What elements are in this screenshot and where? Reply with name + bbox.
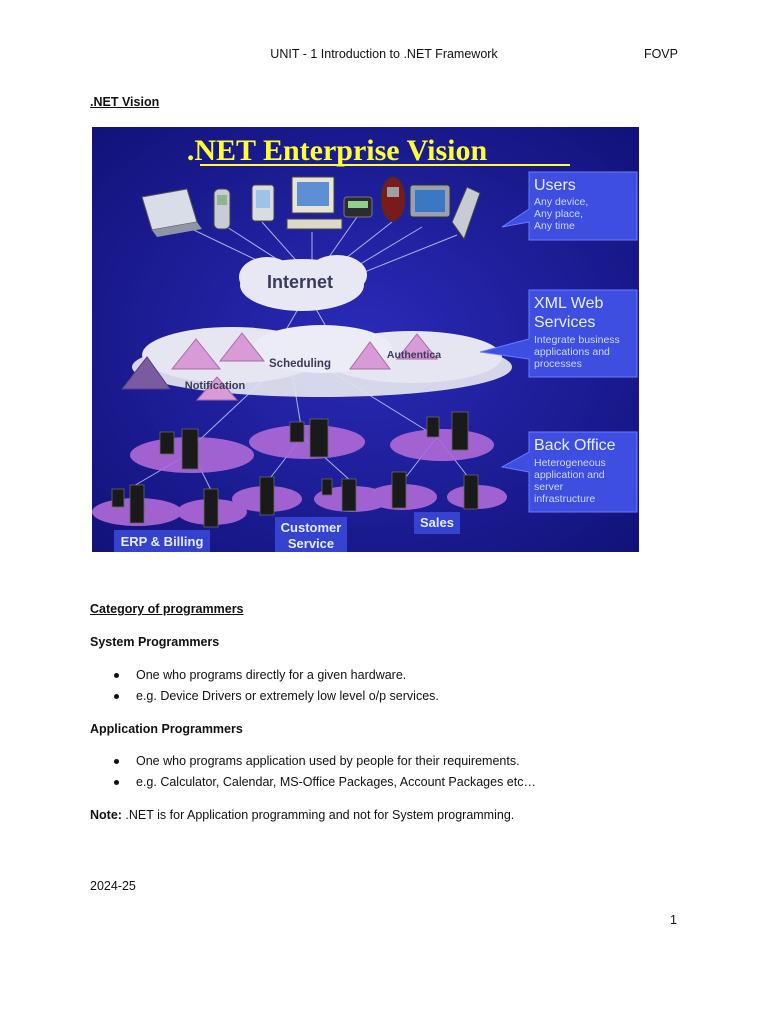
subheading-system-programmers: System Programmers — [90, 635, 220, 649]
list-item: e.g. Device Drivers or extremely low level o/p services. — [90, 689, 439, 710]
vision-diagram — [92, 127, 639, 552]
system-programmers-list — [90, 668, 439, 710]
list-item: One who programs directly for a given hardware. — [90, 668, 439, 689]
callout-users-line: Any time — [534, 220, 575, 232]
footer-year: 2024-25 — [90, 879, 136, 893]
pda-icon — [252, 185, 274, 221]
group-label-customer: Customer — [280, 520, 342, 535]
callout-users-line: Any place, — [534, 208, 584, 220]
note-text: .NET is for Application programming and not for System programming. — [121, 808, 515, 822]
service-label-scheduling: Scheduling — [269, 358, 331, 370]
group-label-sales: Sales — [420, 515, 454, 530]
callout-back-office-line: infrastructure — [534, 493, 596, 505]
section-heading-vision: .NET Vision — [90, 95, 160, 109]
callout-xml-title: XML Web — [534, 295, 604, 312]
net-enterprise-vision-figure — [92, 127, 639, 552]
tablet-icon — [410, 185, 450, 217]
callout-back-office-line: server — [534, 481, 564, 493]
note-label: Note: — [90, 808, 122, 822]
list-item: e.g. Calculator, Calendar, MS-Office Packages, Account Packages etc… — [90, 775, 536, 796]
callout-users-title: Users — [534, 177, 576, 194]
group-label-service: Service — [287, 536, 335, 551]
callout-xml-title-line2: Services — [534, 314, 596, 331]
service-label-authentication: Authentica — [386, 349, 442, 361]
callout-users-line: Any device, — [534, 196, 589, 208]
service-label-notification: Notification — [184, 380, 246, 392]
callout-xml-line: Integrate business — [534, 334, 620, 346]
page-header-title: UNIT - 1 Introduction to .NET Framework — [270, 47, 498, 61]
desktop-computer-icon — [287, 177, 342, 229]
callout-xml-line: applications and — [534, 346, 610, 358]
page-number: 1 — [670, 913, 677, 927]
phone-icon — [214, 189, 230, 229]
note-paragraph — [90, 808, 514, 822]
list-item: One who programs application used by people for their requirements. — [90, 754, 536, 775]
callout-back-office-line: Heterogeneous — [534, 457, 606, 469]
diagram-title: .NET Enterprise Vision — [186, 134, 488, 167]
handheld-device-icon — [381, 177, 405, 221]
callout-back-office-title: Back Office — [534, 437, 616, 454]
page-header-right: FOVP — [643, 47, 678, 61]
pager-icon — [344, 197, 372, 217]
subheading-application-programmers: Application Programmers — [90, 722, 243, 736]
application-programmers-list — [90, 754, 536, 796]
group-label-erp-billing: ERP & Billing — [120, 534, 204, 549]
internet-label: Internet — [266, 272, 334, 292]
section-heading-category: Category of programmers — [90, 602, 244, 616]
callout-back-office-line: application and — [534, 469, 605, 481]
callout-xml-line: processes — [534, 358, 582, 370]
